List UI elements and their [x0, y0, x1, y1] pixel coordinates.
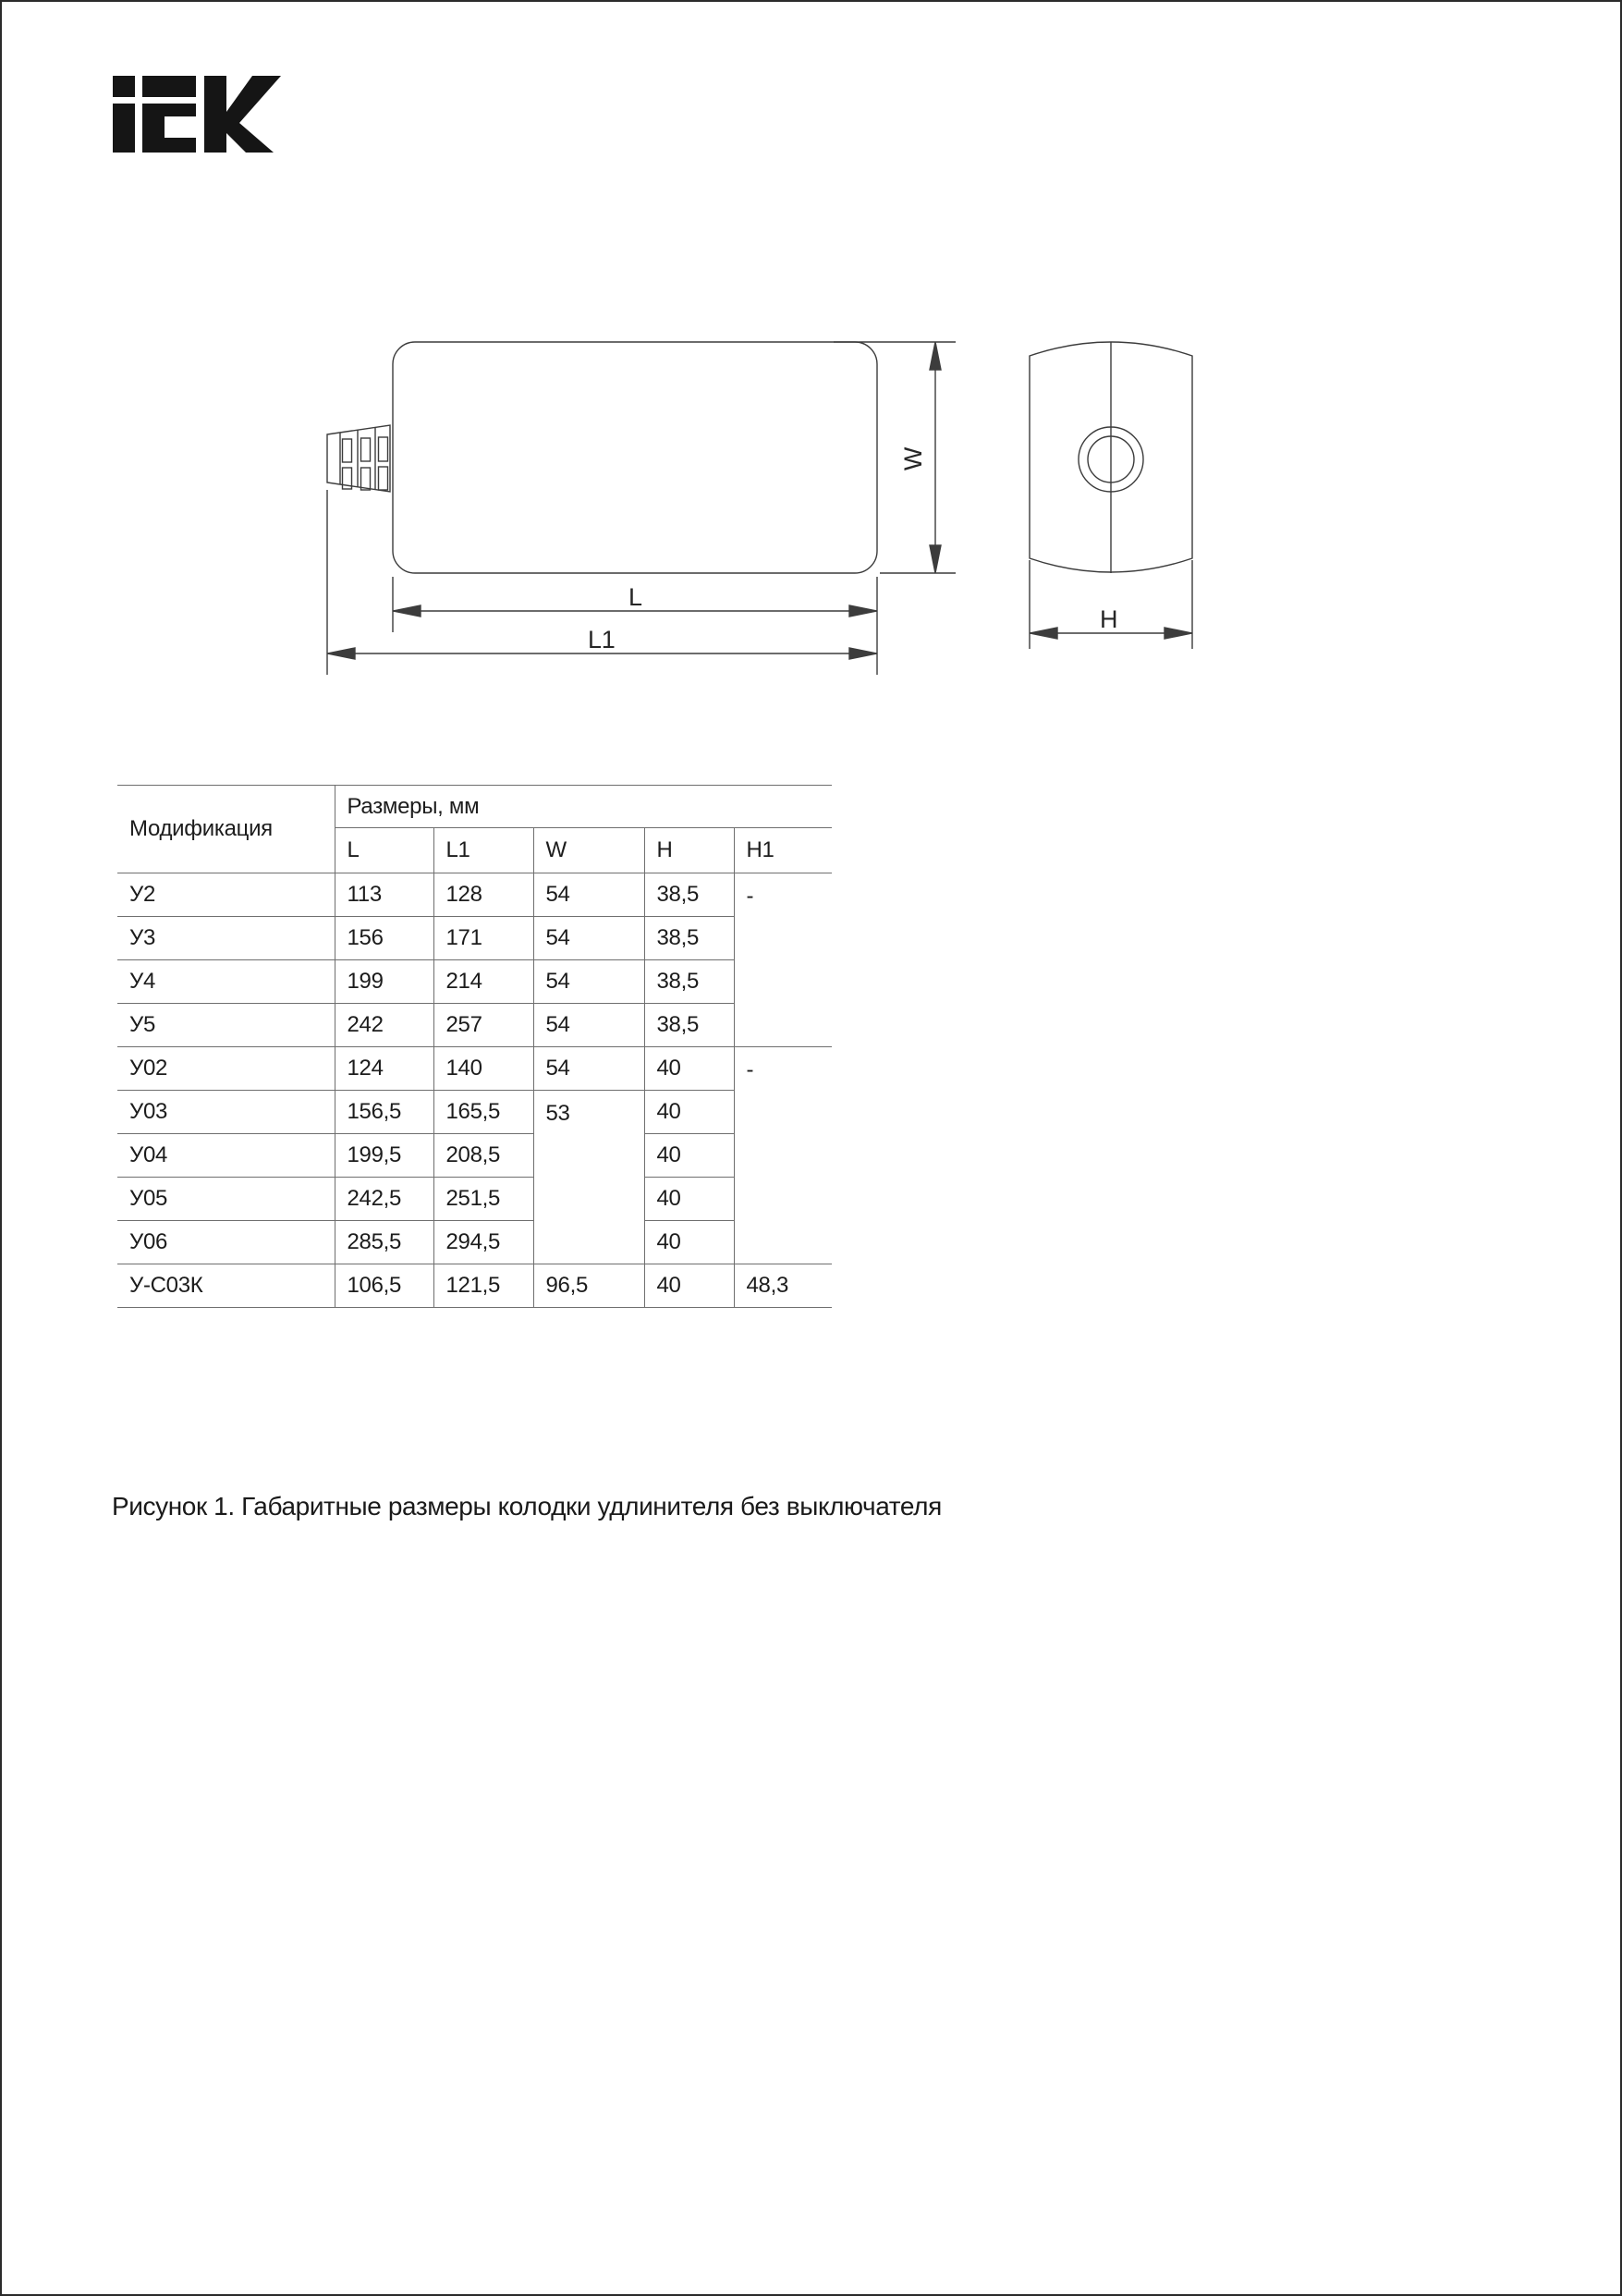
- header-col-w: W: [533, 828, 644, 873]
- cell-l1: 208,5: [433, 1134, 533, 1178]
- cell-l: 124: [335, 1047, 433, 1091]
- table-row: [117, 1264, 832, 1308]
- cell-l1: 214: [433, 960, 533, 1004]
- cell-modification: У04: [117, 1134, 335, 1178]
- cell-modification: У5: [117, 1004, 335, 1047]
- cell-modification: У-С03К: [117, 1264, 335, 1308]
- header-sizes-group: Размеры, мм: [335, 786, 832, 828]
- cell-modification: У4: [117, 960, 335, 1004]
- cell-modification: У02: [117, 1047, 335, 1091]
- cell-h: 38,5: [644, 1004, 734, 1047]
- table-row: [117, 1047, 832, 1091]
- cell-w: 96,5: [533, 1264, 644, 1308]
- cell-w: 54: [533, 1004, 644, 1047]
- cell-l: 113: [335, 873, 433, 917]
- cell-modification: У3: [117, 917, 335, 960]
- cell-h1-merged: -: [734, 1047, 832, 1264]
- header-col-l: L: [335, 828, 433, 873]
- cell-l1: 251,5: [433, 1178, 533, 1221]
- header-modification: Модификация: [117, 786, 335, 873]
- cell-w: 54: [533, 917, 644, 960]
- cell-l1: 140: [433, 1047, 533, 1091]
- cell-w: 54: [533, 960, 644, 1004]
- cell-w-merged: 53: [533, 1091, 644, 1264]
- cell-h: 40: [644, 1221, 734, 1264]
- h-dimension: [1030, 560, 1192, 649]
- header-col-l1: L1: [433, 828, 533, 873]
- cell-l1: 121,5: [433, 1264, 533, 1308]
- cell-modification: У2: [117, 873, 335, 917]
- cell-h: 38,5: [644, 917, 734, 960]
- table-row: [117, 873, 832, 917]
- cell-l1: 294,5: [433, 1221, 533, 1264]
- dimensions-table: [117, 785, 832, 1308]
- cable-gland: [327, 425, 390, 492]
- cell-h: 40: [644, 1178, 734, 1221]
- dimension-drawing: [2, 2, 1622, 732]
- cell-h: 40: [644, 1091, 734, 1134]
- w-dimension: [834, 342, 956, 573]
- cell-l: 242: [335, 1004, 433, 1047]
- table-row: [117, 1004, 832, 1047]
- table-row: [117, 1134, 832, 1178]
- table-row: [117, 1091, 832, 1134]
- cell-l1: 128: [433, 873, 533, 917]
- cell-l1: 257: [433, 1004, 533, 1047]
- body-side-view: [1030, 342, 1192, 573]
- cell-l: 242,5: [335, 1178, 433, 1221]
- cell-h: 38,5: [644, 873, 734, 917]
- table-row: [117, 917, 832, 960]
- body-top-view: [393, 342, 877, 573]
- table-row: [117, 1221, 832, 1264]
- cell-l: 106,5: [335, 1264, 433, 1308]
- dim-label-w: W: [899, 446, 928, 471]
- cell-l: 285,5: [335, 1221, 433, 1264]
- cell-w: 54: [533, 873, 644, 917]
- cell-h1: 48,3: [734, 1264, 832, 1308]
- figure-caption: Рисунок 1. Габаритные размеры колодки удлинителя без выключателя: [112, 1492, 942, 1520]
- cell-modification: У06: [117, 1221, 335, 1264]
- cell-l1: 171: [433, 917, 533, 960]
- cell-h1-merged: -: [734, 873, 832, 1047]
- cell-l: 199: [335, 960, 433, 1004]
- cell-l: 156: [335, 917, 433, 960]
- header-col-h1: H1: [734, 828, 832, 873]
- cell-h: 38,5: [644, 960, 734, 1004]
- cell-h: 40: [644, 1134, 734, 1178]
- dim-label-l: L: [628, 583, 642, 611]
- cell-l: 156,5: [335, 1091, 433, 1134]
- dim-label-h: H: [1100, 605, 1118, 633]
- cell-h: 40: [644, 1047, 734, 1091]
- cell-l: 199,5: [335, 1134, 433, 1178]
- header-col-h: H: [644, 828, 734, 873]
- table-row: [117, 1178, 832, 1221]
- cell-modification: У05: [117, 1178, 335, 1221]
- table-header-group-row: [117, 786, 832, 828]
- cell-modification: У03: [117, 1091, 335, 1134]
- cell-w: 54: [533, 1047, 644, 1091]
- cell-h: 40: [644, 1264, 734, 1308]
- table-row: [117, 960, 832, 1004]
- dim-label-l1: L1: [588, 626, 616, 653]
- cell-l1: 165,5: [433, 1091, 533, 1134]
